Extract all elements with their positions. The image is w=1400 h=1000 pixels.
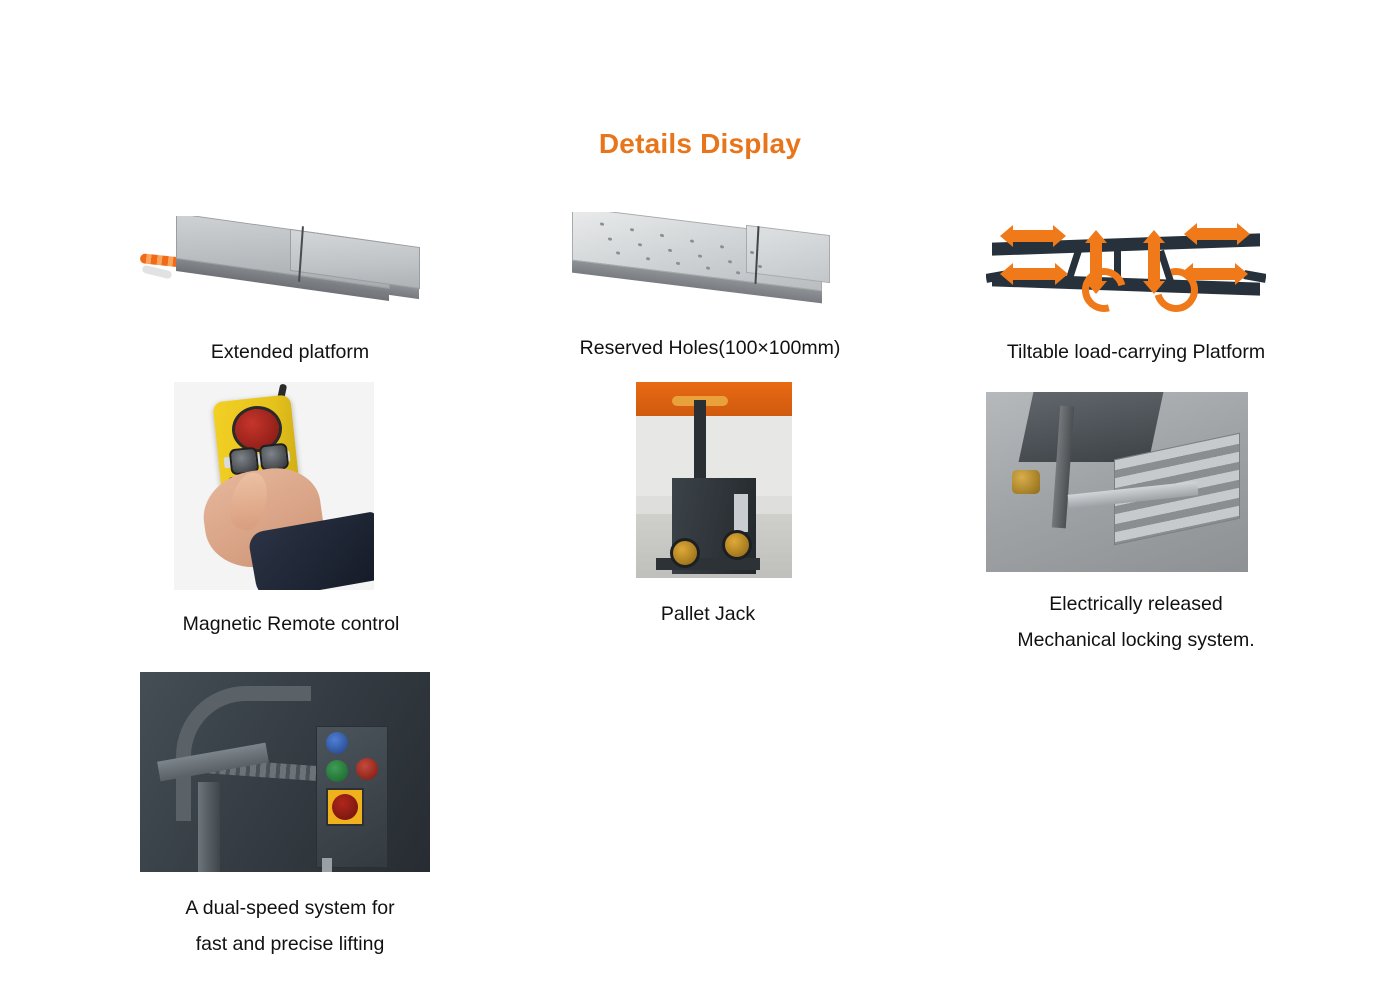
caption-dual-speed-line-1: A dual-speed system for (185, 897, 395, 919)
magnetic-remote-control-photo (174, 382, 374, 590)
mechanical-locking-system-photo (986, 392, 1248, 572)
tiltable-platform-diagram (986, 216, 1266, 312)
caption-pallet-jack: Pallet Jack (660, 603, 756, 625)
figure-extended-platform (140, 216, 440, 370)
extended-platform-photo (140, 216, 440, 312)
arrow-horizontal-bottom-right (1192, 268, 1236, 280)
figure-mechanical-locking-system (986, 392, 1286, 658)
caption-tiltable-platform: Tiltable load-carrying Platform (1006, 341, 1266, 363)
red-button (356, 758, 378, 780)
caption-extended-platform: Extended platform (210, 341, 370, 363)
rotation-arrow-left (1074, 260, 1134, 312)
rotary-switch (326, 788, 364, 826)
caption-reserved-holes: Reserved Holes(100×100mm) (579, 337, 841, 359)
green-button (326, 760, 348, 782)
jack-mast-shape (694, 400, 706, 484)
jack-label-shape (734, 494, 748, 532)
dual-speed-control-photo (140, 672, 430, 872)
figure-dual-speed-system (140, 672, 440, 962)
brass-actuator-shape (1012, 470, 1040, 494)
cable-end-shape (141, 264, 172, 279)
caption-dual-speed-line-2: fast and precise lifting (195, 933, 385, 955)
figure-pallet-jack (558, 382, 858, 632)
page-title: Details Display (598, 128, 802, 159)
dark-structure-shape (1019, 392, 1164, 462)
caption-locking-line-1: Electrically released (1049, 593, 1223, 615)
figure-reserved-holes (560, 212, 860, 366)
pallet-jack-photo (636, 382, 792, 578)
arrow-horizontal-top-right (1196, 228, 1238, 240)
figure-magnetic-remote-control (136, 382, 446, 642)
figure-tiltable-platform (986, 216, 1286, 370)
blue-button (326, 732, 348, 754)
remote-button-2 (259, 443, 290, 472)
reserved-holes-photo (560, 212, 860, 312)
rotary-switch-knob (332, 794, 358, 820)
mounting-bolt-shape (322, 858, 332, 872)
wheel-right (722, 530, 752, 560)
wheel-left (670, 538, 700, 568)
lift-post-shape (198, 782, 220, 872)
arrow-horizontal-top-left (1012, 230, 1054, 242)
arrow-horizontal-bottom-left (1012, 268, 1056, 280)
caption-locking-line-2: Mechanical locking system. (1017, 629, 1255, 651)
caption-magnetic-remote-control: Magnetic Remote control (182, 613, 400, 635)
